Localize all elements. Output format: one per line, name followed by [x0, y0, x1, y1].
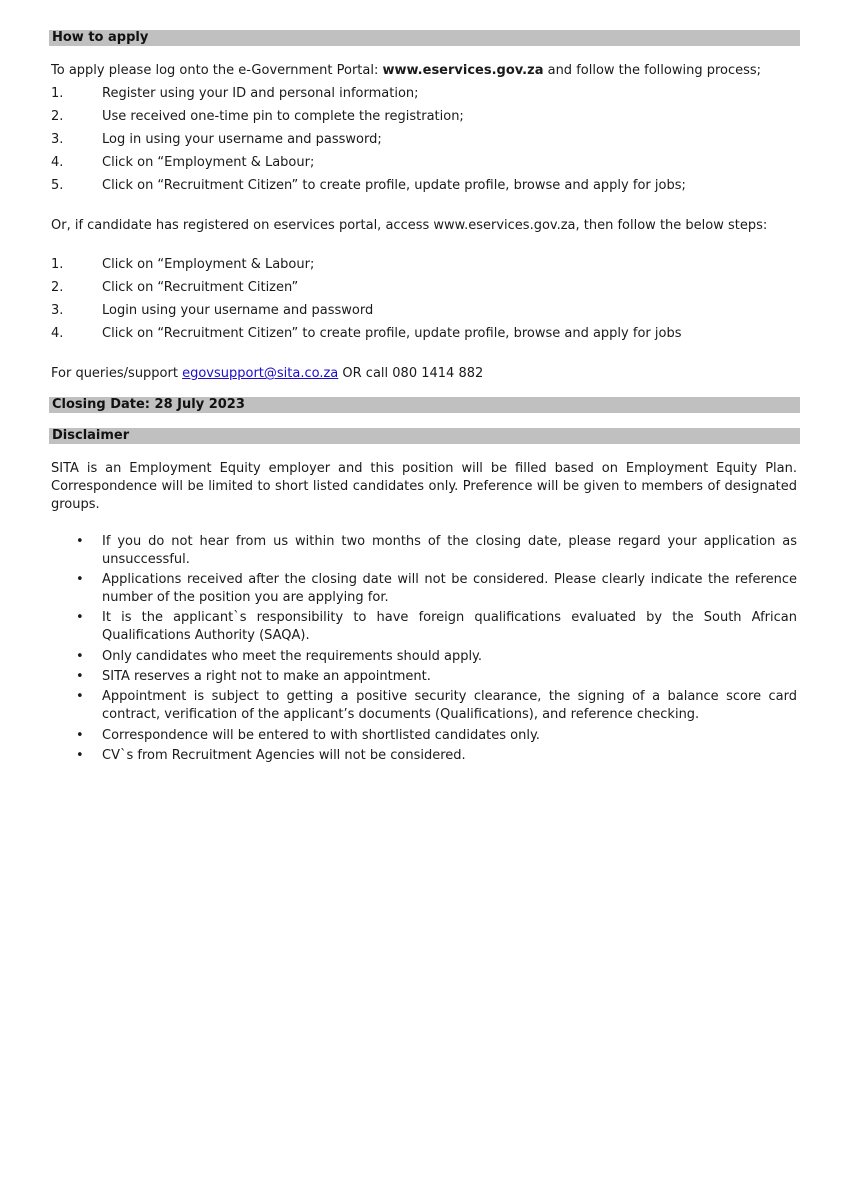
- bullet-icon: •: [76, 534, 84, 549]
- support-suffix: OR call 080 1414 882: [338, 366, 484, 381]
- disclaimer-bullet: Applications received after the closing date will not be considered. Please clearly indicate the reference number of the position you are applying for.: [102, 572, 797, 605]
- bullet-icon: •: [76, 748, 84, 763]
- apply-intro-suffix: and follow the following process;: [543, 63, 762, 78]
- bullet-icon: •: [76, 689, 84, 704]
- alt-step-text: Click on “Recruitment Citizen” to create profile, update profile, browse and apply for jobs: [102, 326, 682, 341]
- bullet-icon: •: [76, 728, 84, 743]
- support-line: [51, 365, 483, 383]
- step-text: Click on “Recruitment Citizen” to create profile, update profile, browse and apply for jobs;: [102, 178, 686, 193]
- support-email-link[interactable]: egovsupport@sita.co.za: [182, 366, 339, 381]
- how-to-apply-heading: How to apply: [49, 30, 800, 46]
- step-text: Log in using your username and password;: [102, 132, 382, 147]
- disclaimer-bullet: CV`s from Recruitment Agencies will not be considered.: [102, 748, 466, 763]
- step-text: Use received one-time pin to complete the registration;: [102, 109, 464, 124]
- alt-step-number: 3.: [51, 303, 64, 318]
- step-number: 4.: [51, 155, 64, 170]
- alt-step-text: Click on “Recruitment Citizen”: [102, 280, 299, 295]
- disclaimer-bullet: Only candidates who meet the requirements should apply.: [102, 649, 483, 664]
- disclaimer-bullet: Appointment is subject to getting a positive security clearance, the signing of a balance score card contract, verification of the applicant’s documents (Qualifications), and reference checking.: [102, 689, 797, 722]
- alt-step-number: 2.: [51, 280, 64, 295]
- disclaimer-bullet: Correspondence will be entered to with shortlisted candidates only.: [102, 728, 540, 743]
- disclaimer-heading: Disclaimer: [49, 428, 800, 444]
- bullet-icon: •: [76, 610, 84, 625]
- support-prefix: For queries/support: [51, 366, 183, 381]
- alt-intro: Or, if candidate has registered on eservices portal, access www.eservices.gov.za, then follow the below steps:: [51, 218, 768, 233]
- step-text: Register using your ID and personal information;: [102, 86, 419, 101]
- disclaimer-bullet: It is the applicant`s responsibility to have foreign qualifications evaluated by the South African Qualifications Authority (SAQA).: [102, 610, 797, 643]
- closing-date-heading: Closing Date: 28 July 2023: [49, 397, 800, 413]
- bullet-icon: •: [76, 649, 84, 664]
- step-number: 5.: [51, 178, 64, 193]
- alt-step-number: 4.: [51, 326, 64, 341]
- portal-url: www.eservices.gov.za: [382, 63, 544, 78]
- apply-intro: [51, 62, 761, 80]
- disclaimer-paragraph: SITA is an Employment Equity employer and this position will be filled based on Employment Equity Plan. Correspondence will be limited to short listed candidates only. Preference will be given to members of designated groups.: [51, 461, 797, 512]
- bullet-icon: •: [76, 669, 84, 684]
- step-text: Click on “Employment & Labour;: [102, 155, 315, 170]
- alt-step-number: 1.: [51, 257, 64, 272]
- apply-intro-prefix: To apply please log onto the e-Government Portal:: [51, 63, 383, 78]
- step-number: 1.: [51, 86, 64, 101]
- step-number: 2.: [51, 109, 64, 124]
- disclaimer-bullet: If you do not hear from us within two months of the closing date, please regard your application as unsuccessful.: [102, 534, 797, 567]
- disclaimer-bullet: SITA reserves a right not to make an appointment.: [102, 669, 431, 684]
- step-number: 3.: [51, 132, 64, 147]
- bullet-icon: •: [76, 572, 84, 587]
- alt-step-text: Login using your username and password: [102, 303, 374, 318]
- alt-step-text: Click on “Employment & Labour;: [102, 257, 315, 272]
